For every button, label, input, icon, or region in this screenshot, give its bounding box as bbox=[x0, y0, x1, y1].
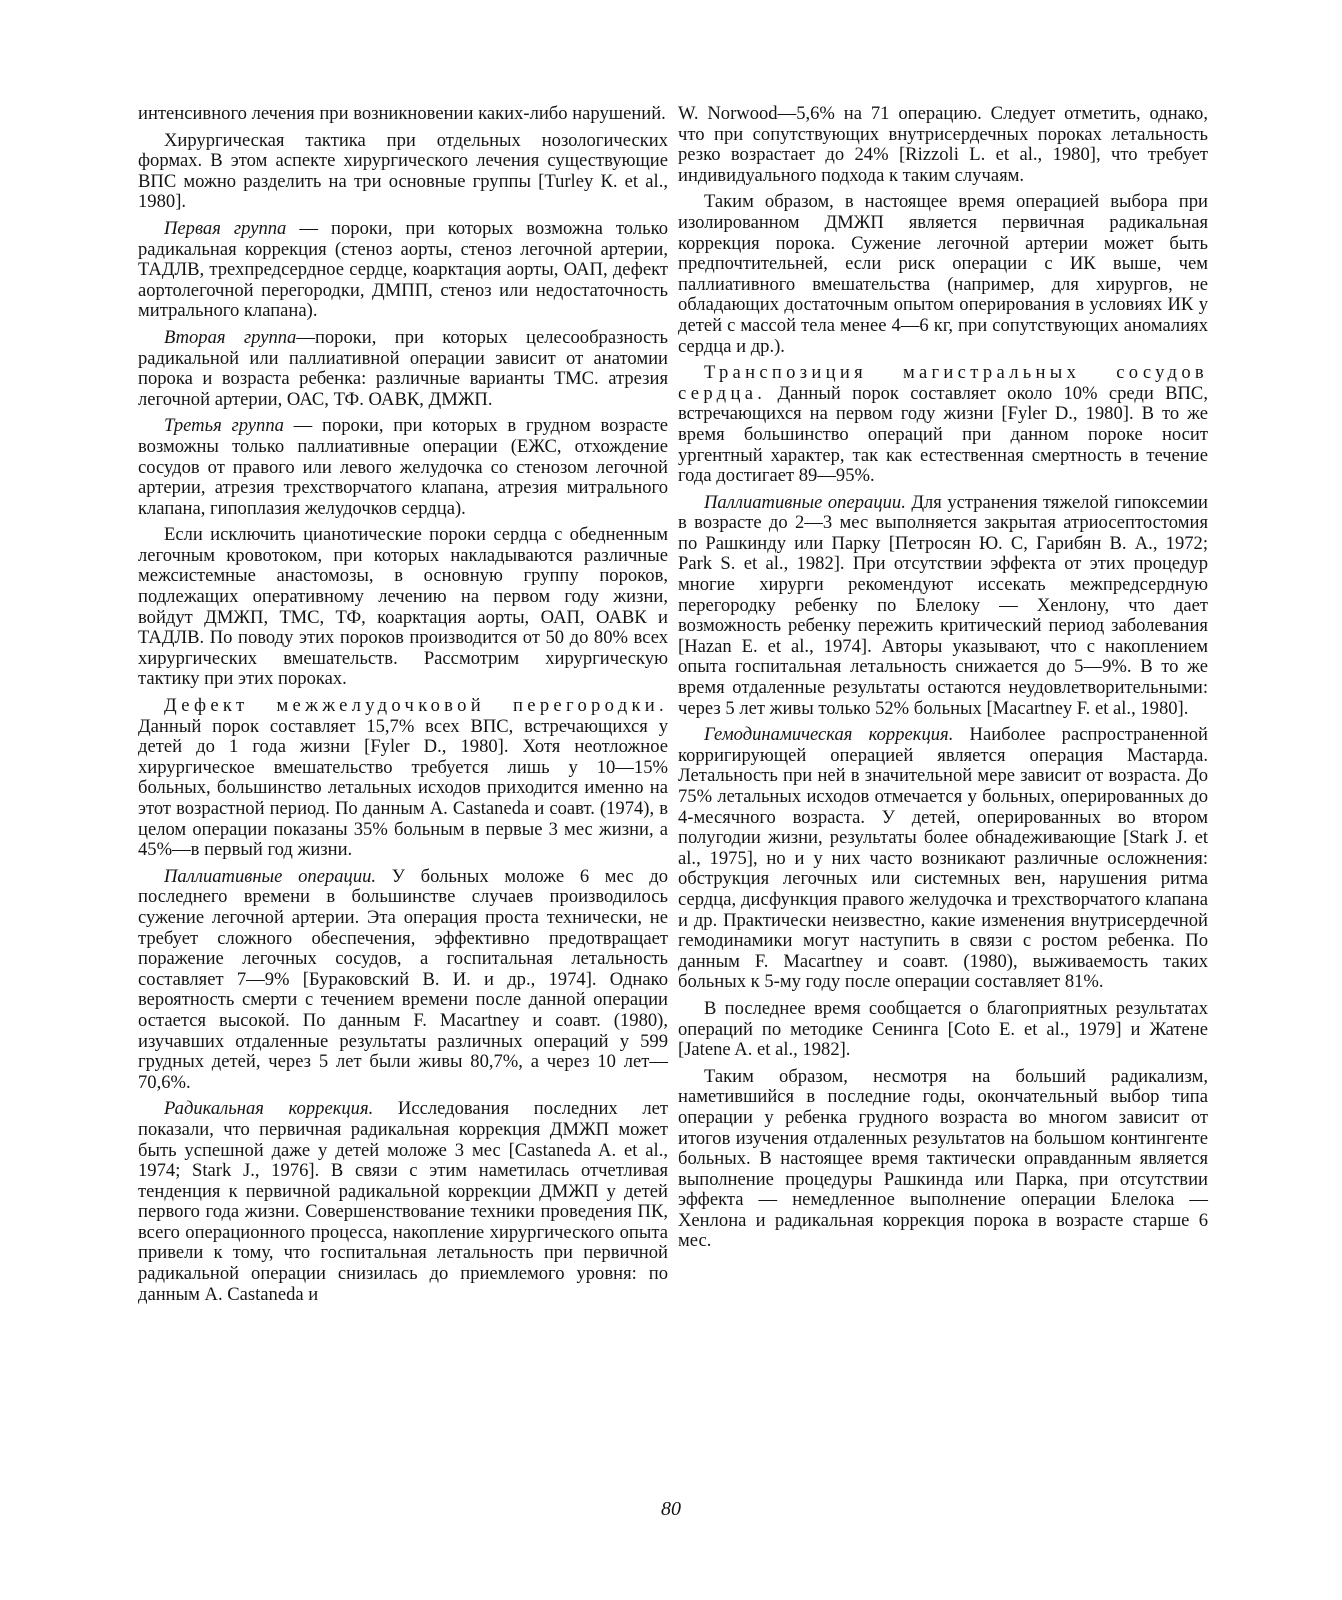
paragraph-text: W. Norwood—5,6% на 71 операцию. Следует отметить, однако, что при сопутствующих внутрисердечных пороках летальность резко возрастает до 24% [Rizzoli L. et al., 1980], что требует индивидуального подхода к таким случаям. bbox=[678, 103, 1208, 186]
paragraph-lead: Вторая группа bbox=[164, 326, 297, 348]
paragraph-text: — пороки, при которых возможна только радикальная коррекция (стеноз аорты, стеноз легочной артерии, ТАДЛВ, трехпредсердное сердце, коарктация аорты, ОАП, дефект аортолегочной перегородки, ДМПП, стеноз или недостаточность митрального клапана). bbox=[138, 217, 668, 322]
paragraph-text: Хирургическая тактика при отдельных нозологических формах. В этом аспекте хирургического лечения существующие ВПС можно разделить на три основные группы [Turley К. et al., 1980]. bbox=[138, 129, 668, 213]
paragraph-text: Таким образом, в настоящее время операцией выбора при изолированном ДМЖП является первичная радикальная коррекция порока. Сужение легочной артерии может быть предпочтительней, если риск операции с ИК выше, чем паллиативного вмешательства (например, для хирургов, не обладающих достаточным опытом оперирования в условиях ИК у детей с массой тела менее 4—6 кг, при сопутствующих аномалиях сердца и др.). bbox=[678, 191, 1208, 357]
paragraph bbox=[678, 1067, 1208, 1252]
paragraph-lead: Третья группа bbox=[164, 415, 284, 437]
paragraph-lead: Гемодинамическая коррекция. bbox=[704, 724, 954, 746]
paragraph bbox=[678, 725, 1208, 993]
paragraph bbox=[138, 1099, 668, 1305]
paragraph bbox=[138, 416, 668, 519]
paragraph bbox=[678, 363, 1208, 487]
paragraph-text: Для устранения тяжелой гипоксемии в возрасте до 2—3 мес выполняется закрытая атриосептостомия по Рашкинду или Парку [Петросян Ю. С, Гарибян В. А., 1972; Park S. et al., 1982]. При отсутствии эффекта от этих процедур многие хирурги рекомендуют иссекать межпредсердную перегородку ребенку по Блелоку — Хенлону, что дает возможность ребенку пережить критический период заболевания [Hazan E. et al., 1974]. Авторы указывают, что с накоплением опыта госпитальная летальность снижается до 5—9%. В то же время отдаленные результаты остаются неудовлетворительными: через 5 лет живы только 52% больных [Macartney F. et al., 1980]. bbox=[678, 491, 1208, 719]
paragraph-text: Таким образом, несмотря на больший радикализм, наметившийся в последние годы, окончательный выбор типа операции у ребенка грудного возраста во многом зависит от итогов изучения отдаленных результатов на большом контингенте больных. В настоящее время тактически оправданным является выполнение процедуры Рашкинда или Парка, при отсутствии эффекта — немедленное выполнение операции Блелока — Хенлона и радикальная коррекция порока в возрасте старше 6 мес. bbox=[678, 1065, 1208, 1252]
paragraph bbox=[138, 525, 668, 690]
paragraph-text: Данный порок составляет около 10% среди ВПС, встречающихся на первом году жизни [Fyler D., 1980]. В то же время большинство операций при данном пороке носит ургентный характер, так как естественная смертность в течение года достигает 89—95%. bbox=[678, 382, 1208, 487]
left-column bbox=[138, 104, 668, 1311]
paragraph-lead: Паллиативные операции. bbox=[704, 491, 906, 513]
section-heading: Дефект межжелудочковой перегородки. bbox=[164, 695, 668, 717]
paragraph-text: Если исключить цианотические пороки сердца с обедненным легочным кровотоком, при которых накладываются различные межсистемные анастомозы, в основную группу пороков, подлежащих оперативному лечению на первом году жизни, войдут ДМЖП, ТМС, ТФ, коарктация аорты, ОАП, ОАВК и ТАДЛВ. По поводу этих пороков производится от 50 до 80% всех хирургических вмешательств. Рассмотрим хирургическую тактику при этих пороках. bbox=[138, 524, 668, 690]
paragraph bbox=[138, 131, 668, 213]
right-column bbox=[678, 104, 1208, 1258]
paragraph bbox=[138, 328, 668, 410]
paragraph-lead: Паллиативные операции. bbox=[164, 865, 377, 887]
paragraph-text: У больных моложе 6 мес до последнего времени в большинстве случаев производилось сужение легочной артерии. Эта операция проста технически, не требует сложного обеспечения, эффективно предотвращает поражение легочных сосудов, а госпитальная летальность составляет 7—9% [Бураковский В. И. и др., 1974]. Однако вероятность смерти с течением времени после данной операции остается высокой. По данным F. Macartney и соавт. (1980), изучавших отдаленные результаты различных операций у 599 грудных детей, через 5 лет были живы 80,7%, а через 10 лет—70,6%. bbox=[138, 865, 668, 1093]
paragraph bbox=[138, 104, 668, 125]
paragraph-text: —пороки, при которых целесообразность радикальной или паллиативной операции зависит от анатомии порока и возраста ребенка: различные варианты ТМС. атрезия легочной артерии, ОАС, ТФ. ОАВК, ДМЖП. bbox=[138, 326, 668, 410]
paragraph-lead: Радикальная коррекция. bbox=[164, 1098, 374, 1120]
paragraph-text: — пороки, при которых в грудном возрасте возможны только паллиативные операции (ЕЖС, отхождение сосудов от правого или левого желудочка со стенозом легочной артерии, атрезия трехстворчатого клапана, атрезия митрального клапана, гипоплазия желудочков сердца). bbox=[138, 415, 669, 519]
paragraph bbox=[138, 219, 668, 322]
paragraph bbox=[138, 696, 668, 861]
paragraph bbox=[678, 192, 1208, 357]
paragraph-text: Исследования последних лет показали, что первичная радикальная коррекция ДМЖП может быть успешной даже у детей моложе 3 мес [Castaneda A. et al., 1974; Stark J., 1976]. В связи с этим наметилась отчетливая тенденция к первичной радикальной коррекции ДМЖП у детей первого года жизни. Совершенствование техники проведения ПК, всего операционного процесса, накопление хирургического опыта привели к тому, что госпитальная летальность при первичной радикальной операции снизилась до приемлемого уровня: по данным A. Castaneda и bbox=[138, 1098, 668, 1305]
paragraph-text: интенсивного лечения при возникновении каких-либо нарушений. bbox=[138, 103, 666, 124]
paragraph bbox=[678, 104, 1208, 186]
paragraph bbox=[678, 493, 1208, 720]
paragraph-text: Наиболее распространенной корригирующей операцией является операция Мастарда. Летальность при ней в значительной мере зависит от возраста. До 75% летальных исходов отмечается у больных, оперированных до 4-месячного возраста. У детей, оперированных во втором полугодии жизни, результаты более обнадеживающие [Stark J. et al., 1975], но и у них часто возникают различные осложнения: обструкция легочных или системных вен, нарушения ритма сердца, дисфункция правого желудочка и трехстворчатого клапана и др. Практически неизвестно, какие изменения внутрисердечной гемодинамики могут наступить в связи с ростом ребенка. По данным F. Macartney и соавт. (1980), выживаемость таких больных к 5-му году после операции составляет 81%. bbox=[678, 724, 1208, 993]
paragraph bbox=[138, 867, 668, 1094]
section-heading: Транспозиция магистральных сосудов сердца. bbox=[678, 362, 1208, 404]
paragraph bbox=[678, 999, 1208, 1061]
paragraph-text: Данный порок составляет 15,7% всех ВПС, встречающихся у детей до 1 года жизни [Fyler D., 1980]. Хотя неотложное хирургическое вмешательство требуется лишь у 10—15% больных, большинство летальных исходов приходится именно на этот возрастной период. По данным A. Castaneda и соавт. (1974), в целом операции показаны 35% больным в первые 3 мес жизни, а 45%—в первый год жизни. bbox=[138, 715, 668, 861]
paragraph-lead: Первая группа bbox=[164, 217, 287, 239]
page-number: 80 bbox=[661, 1498, 681, 1520]
paragraph-text: В последнее время сообщается о благоприятных результатах операций по методике Сенинга [Coto E. et al., 1979] и Жатене [Jatene A. et al., 1982]. bbox=[678, 997, 1208, 1061]
